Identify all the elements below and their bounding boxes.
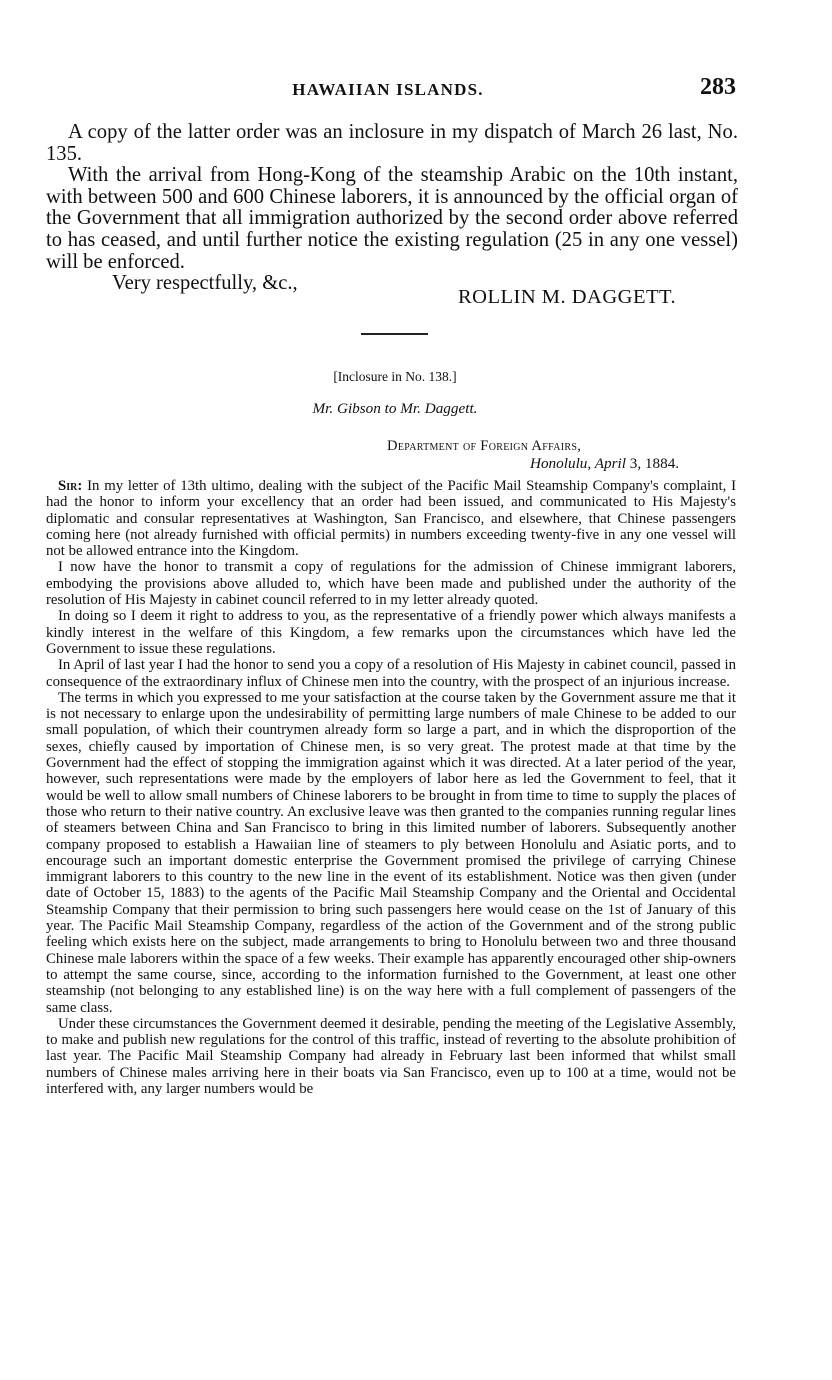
signature: ROLLIN M. DAGGETT. bbox=[458, 286, 677, 308]
running-title: HAWAIIAN ISLANDS. bbox=[292, 80, 484, 99]
paragraph: In April of last year I had the honor to send you a copy of a resolution of His Majesty in cabinet council, passed in consequence of the extraordinary influx of Chinese men into the country, with the prospect of an injurious increase. bbox=[46, 657, 736, 690]
page-number: 283 bbox=[700, 74, 736, 100]
letter-heading: Mr. Gibson to Mr. Daggett. bbox=[312, 400, 478, 417]
paragraph: A copy of the latter order was an inclosure in my dispatch of March 26 last, No. 135. bbox=[46, 121, 738, 165]
salutation: Sir: bbox=[58, 478, 83, 494]
paragraph-text: In my letter of 13th ultimo, dealing with the subject of the Pacific Mail Steamship Company's complaint, I had the honor to inform your excellency that an order had been issued, and communicated to His Majesty's diplomatic and consular representatives at Washington, San Francisco, and elsewhere, that Chinese passengers coming here (not already furnished with official permits) in numbers exceeding twenty-five in any one vessel will not be allowed entrance into the Kingdom. bbox=[46, 478, 737, 560]
dispatch-text bbox=[46, 122, 738, 295]
paragraph: The terms in which you expressed to me your satisfaction at the course taken by the Government assure me that it is not necessary to enlarge upon the undesirability of permitting large numbers of male Chinese to be added to our small population, of which their countrymen already form so large a part, and in which the disproportion of the sexes, chiefly caused by importation of Chinese men, is so very great. The protest made at that time by the Government had the effect of stopping the immigration against which it was directed. At a later period of the year, however, such representations were made by the employers of labor here as led the Government to feel, that it would be well to allow small numbers of Chinese laborers to be brought in from time to time to supply the places of those who return to their native country. An exclusive leave was then granted to the companies running regular lines of steamers between China and San Francisco to bring in this limited number of laborers. Subsequently another company proposed to establish a Hawaiian line of steamers to ply between Honolulu and Asiatic ports, and to encourage such an important domestic enterprise the Government promised the privilege of carrying Chinese immigrant laborers to this country to the new line in the event of its establishment. Notice was then given (under date of October 15, 1883) to the agents of the Pacific Mail Steamship Company and the Oriental and Occidental Steamship Company that their permission to bring such passengers here would cease on the 1st of January of this year. The Pacific Mail Steamship Company, regardless of the action of the Government and of the strong public feeling which exists here on the subject, made arrangements to bring to Honolulu between two and three thousand Chinese male laborers within the space of a few weeks. Their example has apparently encouraged other ship-owners to attempt the same course, since, according to the information furnished to the Government, at least one other steamship (not belonging to any established line) is on the way here with a full complement of passengers of the same class. bbox=[46, 689, 736, 1016]
department-line: Department of Foreign Affairs, bbox=[387, 438, 582, 454]
signoff: Very respectfully, &c., bbox=[112, 272, 298, 295]
paragraph bbox=[46, 478, 736, 559]
place-text: Honolulu, April bbox=[530, 455, 626, 472]
paragraph: With the arrival from Hong-Kong of the steamship Arabic on the 10th instant, with between 500 and 600 Chinese laborers, it is announced by the official organ of the Government that all immigration authorized by the second order above referred to has ceased, and until further notice the existing regulation (25 in any one vessel) will be enforced. bbox=[46, 164, 738, 273]
letter-body bbox=[46, 478, 736, 1097]
paragraph: In doing so I deem it right to address to you, as the representative of a friendly power which always manifests a kindly interest in the welfare of this Kingdom, a few remarks upon the circumstances which have led the Government to issue these regulations. bbox=[46, 608, 736, 657]
date-line bbox=[530, 455, 679, 473]
section-divider bbox=[361, 333, 428, 335]
paragraph: Under these circumstances the Government deemed it desirable, pending the meeting of the Legislative Assembly, to make and publish new regulations for the control of this traffic, instead of reverting to the absolute prohibition of last year. The Pacific Mail Steamship Company had already in February last been informed that whilst small numbers of Chinese males arriving here in their boats via San Francisco, even up to 100 at a time, would not be interfered with, any larger numbers would be bbox=[46, 1015, 736, 1097]
paragraph: I now have the honor to transmit a copy of regulations for the admission of Chinese immigrant laborers, embodying the provisions above alluded to, which have been made and published under the authority of the resolution of His Majesty in cabinet council referred to in my letter already quoted. bbox=[46, 559, 736, 609]
date-text: 3, 1884. bbox=[629, 455, 680, 472]
inclosure-note: [Inclosure in No. 138.] bbox=[333, 369, 457, 384]
